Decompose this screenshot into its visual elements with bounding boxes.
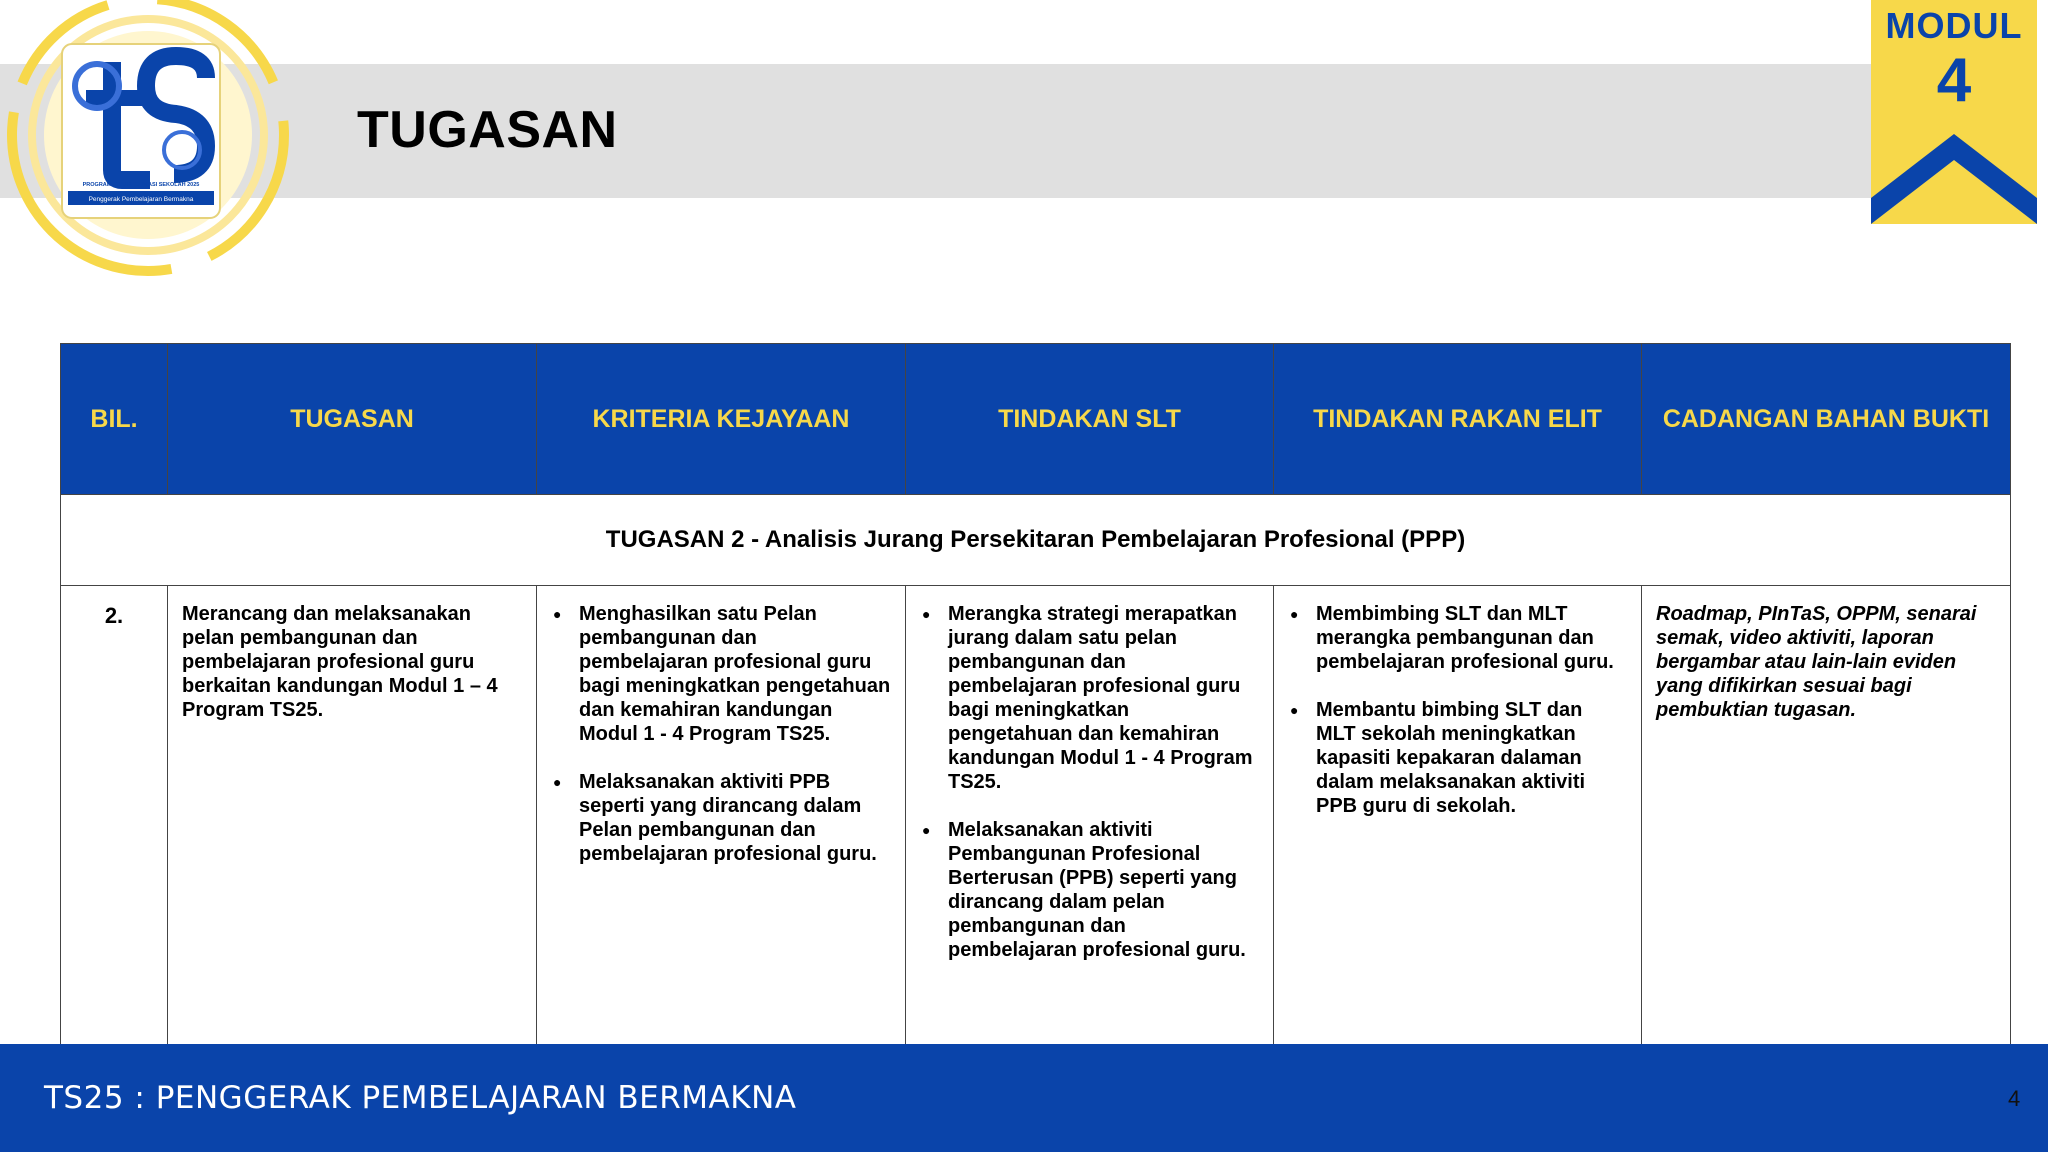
- cell-tindakan-rakan: [1274, 586, 1642, 1055]
- footer-title: TS25 : PENGGERAK PEMBELAJARAN BERMAKNA: [44, 1080, 797, 1116]
- svg-text:Penggerak Pembelajaran Bermakn: Penggerak Pembelajaran Bermakna: [88, 196, 194, 203]
- cell-bil: 2.: [61, 586, 168, 1055]
- modul-number: 4: [1936, 46, 1972, 115]
- modul-label: MODUL: [1885, 5, 2023, 46]
- page-number: 4: [2008, 1086, 2021, 1111]
- col-header-bahan-bukti: CADANGAN BAHAN BUKTI: [1642, 344, 2011, 495]
- col-header-tugasan: TUGASAN: [168, 344, 537, 495]
- list-item: ● Merangka strategi merapatkan jurang dalam satu pelan pembangunan dan pembelajaran profesional guru bagi meningkatkan pengetahuan dan kemahiran kandungan Modul 1 - 4 Program TS25.: [948, 602, 1259, 794]
- task-subtitle: TUGASAN 2 - Analisis Jurang Persekitaran Pembelajaran Profesional (PPP): [61, 495, 2011, 586]
- cell-bahan-bukti: Roadmap, PInTaS, OPPM, senarai semak, video aktiviti, laporan bergambar atau lain-lain eviden yang difikirkan sesuai bagi pembuktian tugasan.: [1642, 586, 2011, 1055]
- cell-kriteria: [537, 586, 906, 1055]
- list-item: ● Melaksanakan aktiviti Pembangunan Profesional Berterusan (PPB) seperti yang dirancang dalam pelan pembangunan dan pembelajaran profesional guru.: [948, 818, 1259, 962]
- svg-text:PROGRAM TRANSFORMASI SEKOLAH 2: PROGRAM TRANSFORMASI SEKOLAH 2025: [82, 182, 200, 188]
- table-subtitle-row: [61, 495, 2011, 586]
- col-header-bil: BIL.: [61, 344, 168, 495]
- col-header-tindakan-slt: TINDAKAN SLT: [906, 344, 1274, 495]
- list-item: ● Melaksanakan aktiviti PPB seperti yang dirancang dalam Pelan pembangunan dan pembelajaran profesional guru.: [579, 770, 891, 866]
- task-table: [60, 343, 2011, 1055]
- ts25-logo: [0, 0, 290, 280]
- col-header-tindakan-rakan: TINDAKAN RAKAN ELIT: [1274, 344, 1642, 495]
- table-row: [61, 586, 2011, 1055]
- list-item: ● Membantu bimbing SLT dan MLT sekolah meningkatkan kapasiti kepakaran dalaman dalam melaksanakan aktiviti PPB guru di sekolah.: [1316, 698, 1627, 818]
- svg-text:25: 25: [171, 141, 195, 163]
- cell-tugasan: Merancang dan melaksanakan pelan pembangunan dan pembelajaran profesional guru berkaitan kandungan Modul 1 – 4 Program TS25.: [168, 586, 537, 1055]
- list-item: ● Menghasilkan satu Pelan pembangunan dan pembelajaran profesional guru bagi meningkatkan pengetahuan dan kemahiran kandungan Modul 1 - 4 Program TS25.: [579, 602, 891, 746]
- col-header-kriteria: KRITERIA KEJAYAAN: [537, 344, 906, 495]
- modul-label-block: [1871, 5, 2037, 115]
- cell-tindakan-slt: [906, 586, 1274, 1055]
- table-header-row: [61, 344, 2011, 495]
- page-title: TUGASAN: [357, 101, 618, 159]
- list-item: ● Membimbing SLT dan MLT merangka pembangunan dan pembelajaran profesional guru.: [1316, 602, 1627, 674]
